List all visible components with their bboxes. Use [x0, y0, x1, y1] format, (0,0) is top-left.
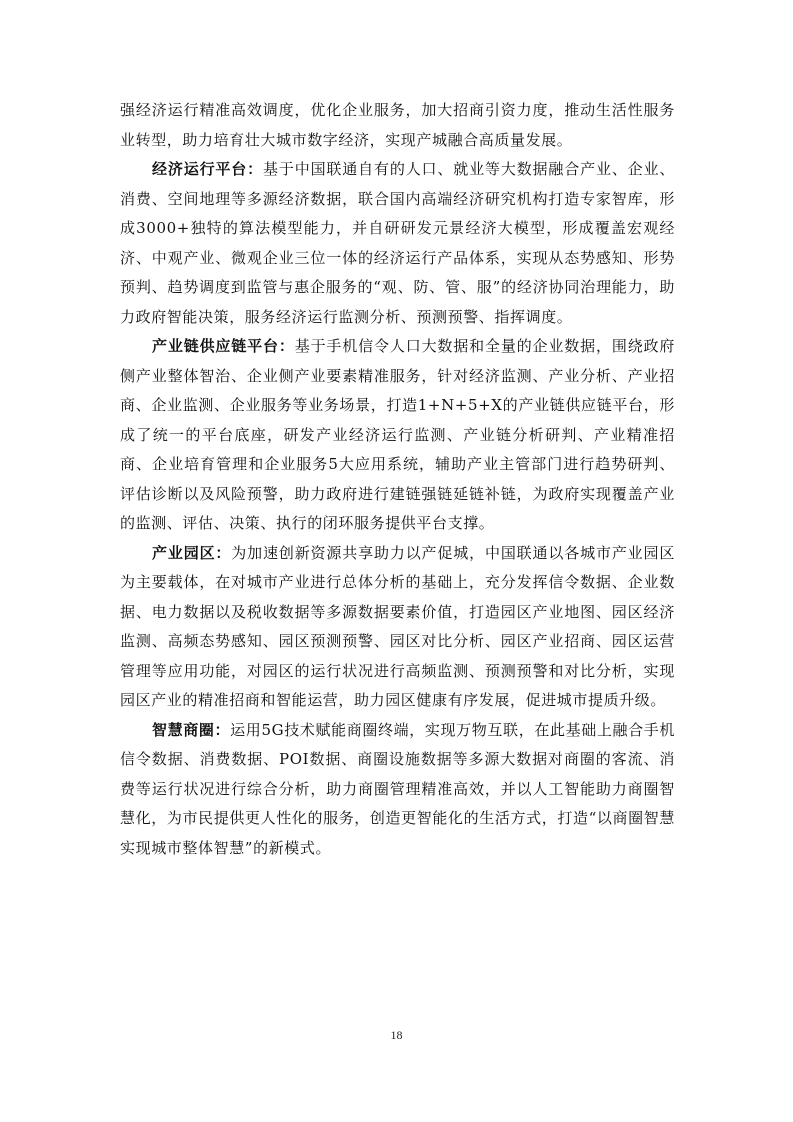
- page-number: 18: [390, 1028, 403, 1042]
- section-body: 为加速创新资源共享助力以产促城，中国联通以各城市产业园区为主要载体，在对城市产业进行总体分析的基础上，充分发挥信令数据、企业数据、电力数据以及税收数据等多源数据要素价值，打造园区产业地图、园区经济监测、高频态势感知、园区预测预警、园区对比分析、园区产业招商、园区运营管理等应用功能，对园区的运行状况进行高频监测、预测预警和对比分析，实现园区产业的精准招商和智能运营，助力园区健康有序发展，促进城市提质升级。: [120, 543, 675, 709]
- section-smart-business-district: [120, 716, 675, 864]
- section-body: 基于中国联通自有的人口、就业等大数据融合产业、企业、消费、空间地理等多源经济数据，联合国内高端经济研究机构打造专家智库，形成3000+独特的算法模型能力，并自研研发元景经济大模型，形成覆盖宏观经济、中观产业、微观企业三位一体的经济运行产品体系，实现从态势感知、形势预判、趋势调度到监管与惠企服务的“观、防、管、服”的经济协同治理能力，助力政府智能决策，服务经济运行监测分析、预测预警、指挥调度。: [120, 160, 675, 326]
- section-heading: 产业链供应链平台：: [152, 337, 295, 355]
- section-industrial-park: [120, 539, 675, 716]
- section-body: 运用5G技术赋能商圈终端，实现万物互联，在此基础上融合手机信令数据、消费数据、POI数据、商圈设施数据等多源大数据对商圈的客流、消费等运行状况进行综合分析，助力商圈管理精准高效，并以人工智能助力商圈智慧化，为市民提供更人性化的服务，创造更智能化的生活方式，打造“以商圈智慧实现城市整体智慧”的新模式。: [120, 720, 675, 857]
- section-heading: 产业园区：: [152, 543, 232, 562]
- section-economic-operation: [120, 155, 675, 332]
- intro-paragraph: 强经济运行精准高效调度，优化企业服务，加大招商引资力度，推动生活性服务业转型，助力培育壮大城市数字经济，实现产城融合高质量发展。: [120, 101, 675, 149]
- section-industry-chain: [120, 332, 675, 539]
- section-heading: 经济运行平台：: [152, 160, 263, 178]
- section-heading: 智慧商圈：: [152, 720, 231, 739]
- body-text: [120, 96, 675, 863]
- section-body: 基于手机信令人口大数据和全量的企业数据，围绕政府侧产业整体智治、企业侧产业要素精准服务，针对经济监测、产业分析、产业招商、企业监测、企业服务等业务场景，打造1+N+5+X的产业链供应链平台，形成了统一的平台底座，研发产业经济运行监测、产业链分析研判、产业精准招商、企业培育管理和企业服务5大应用系统，辅助产业主管部门进行趋势研判、评估诊断以及风险预警，助力政府进行建链强链延链补链，为政府实现覆盖产业的监测、评估、决策、执行的闭环服务提供平台支撑。: [120, 337, 676, 532]
